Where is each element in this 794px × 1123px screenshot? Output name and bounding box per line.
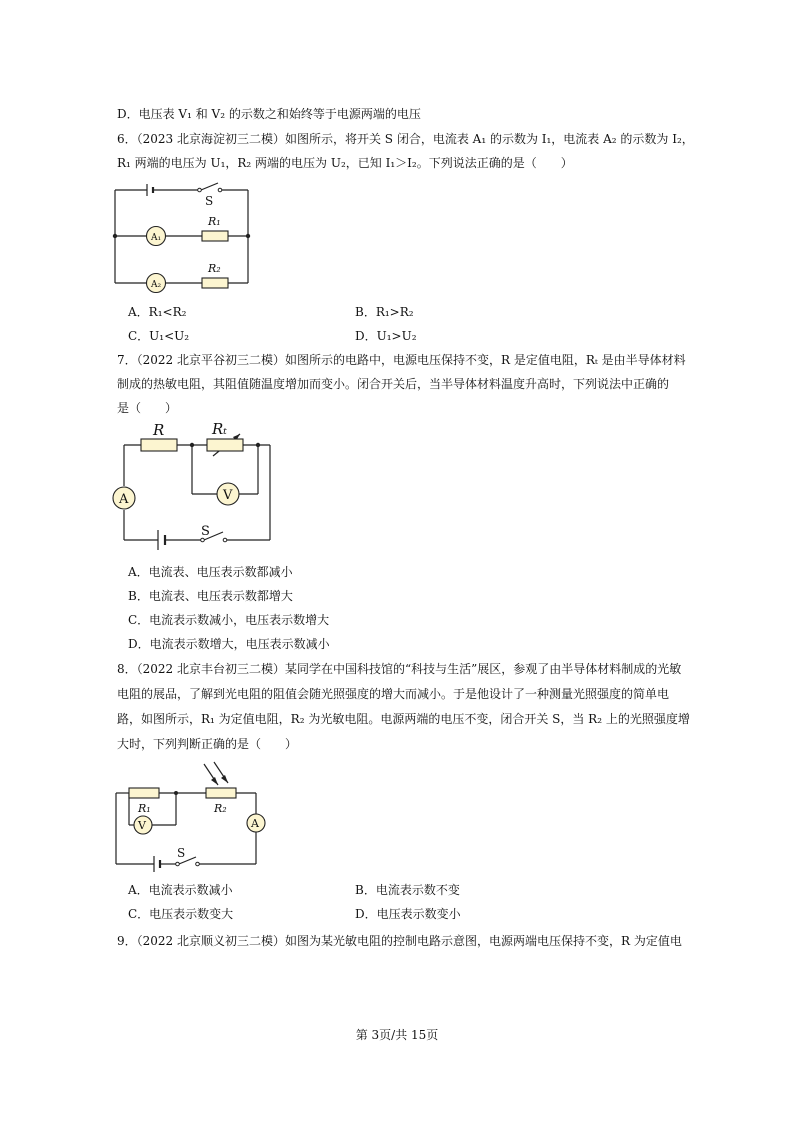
q8-ammeter-label: A <box>251 817 259 830</box>
q7-option-d: D．电流表示数增大，电压表示数减小 <box>128 637 330 651</box>
q8-switch-label: S <box>177 846 186 860</box>
q8-option-d: D．电压表示数变小 <box>355 907 461 921</box>
q6-meter1-label: A₁ <box>151 233 162 243</box>
q7-option-a: A．电流表、电压表示数都减小 <box>128 565 293 579</box>
q5-option-d: D．电压表 V₁ 和 V₂ 的示数之和始终等于电源两端的电压 <box>117 107 421 121</box>
q6-r1-label: R₁ <box>208 215 221 228</box>
q8-option-b: B．电流表示数不变 <box>355 883 460 897</box>
q8-option-a: A．电流表示数减小 <box>128 883 233 897</box>
q7-switch-label: S <box>201 524 210 539</box>
q7-ammeter-label: A <box>119 492 129 507</box>
q7-circuit-diagram <box>108 418 278 558</box>
q8-r2-label: R₂ <box>214 802 227 815</box>
q8-line-1: 8．（2022 北京丰台初三二模）某同学在中国科技馆的“科技与生活”展区，参观了由半导体材料制成的光敏 <box>117 662 682 676</box>
q7-voltmeter-label: V <box>223 488 233 503</box>
q8-r1-label: R₁ <box>138 802 151 815</box>
q7-line-1: 7．（2022 北京平谷初三二模）如图所示的电路中，电源电压保持不变，R 是定值电阻，Rₜ 是由半导体材料 <box>117 353 686 367</box>
q9-line-1: 9．（2022 北京顺义初三二模）如图为某光敏电阻的控制电路示意图，电源两端电压保持不变，R 为定值电 <box>117 934 682 948</box>
q6-option-a: A．R₁<R₂ <box>128 305 187 319</box>
q8-voltmeter-label: V <box>138 819 146 832</box>
q6-circuit-diagram <box>110 180 255 295</box>
page-footer: 第 3页/共 15页 <box>355 1028 439 1042</box>
q8-line-2: 电阻的展品，了解到光电阻的阻值会随光照强度的增大而减小。于是他设计了一种测量光照强度的简单电 <box>117 687 670 701</box>
q6-line-2: R₁ 两端的电压为 U₁，R₂ 两端的电压为 U₂，已知 I₁＞I₂。下列说法正确的是（ ） <box>117 156 573 170</box>
q8-line-3: 路，如图所示，R₁ 为定值电阻，R₂ 为光敏电阻。电源两端的电压不变，闭合开关 S，当 R₂ 上的光照强度增 <box>117 712 690 726</box>
q7-resistor-label: R <box>153 421 165 439</box>
q6-switch-label: S <box>205 194 214 208</box>
q6-option-b: B．R₁>R₂ <box>355 305 414 319</box>
q8-circuit-diagram <box>110 758 270 873</box>
q8-line-4: 大时，下列判断正确的是（ ） <box>117 737 298 751</box>
q8-option-c: C．电压表示数变大 <box>128 907 234 921</box>
q7-line-2: 制成的热敏电阻，其阻值随温度增加而变小。闭合开关后，当半导体材料温度升高时，下列说法中正确的 <box>117 377 670 391</box>
q6-option-c: C．U₁<U₂ <box>128 329 190 343</box>
q7-line-3: 是（ ） <box>117 401 178 415</box>
q7-thermistor-label: Rₜ <box>212 420 227 438</box>
q7-option-b: B．电流表、电压表示数都增大 <box>128 589 293 603</box>
q6-meter2-label: A₂ <box>151 280 162 290</box>
q6-option-d: D．U₁>U₂ <box>355 329 417 343</box>
q7-option-c: C．电流表示数减小，电压表示数增大 <box>128 613 330 627</box>
q6-line-1: 6．（2023 北京海淀初三二模）如图所示，将开关 S 闭合，电流表 A₁ 的示数为 I₁，电流表 A₂ 的示数为 I₂， <box>117 132 694 146</box>
q6-r2-label: R₂ <box>208 262 221 275</box>
